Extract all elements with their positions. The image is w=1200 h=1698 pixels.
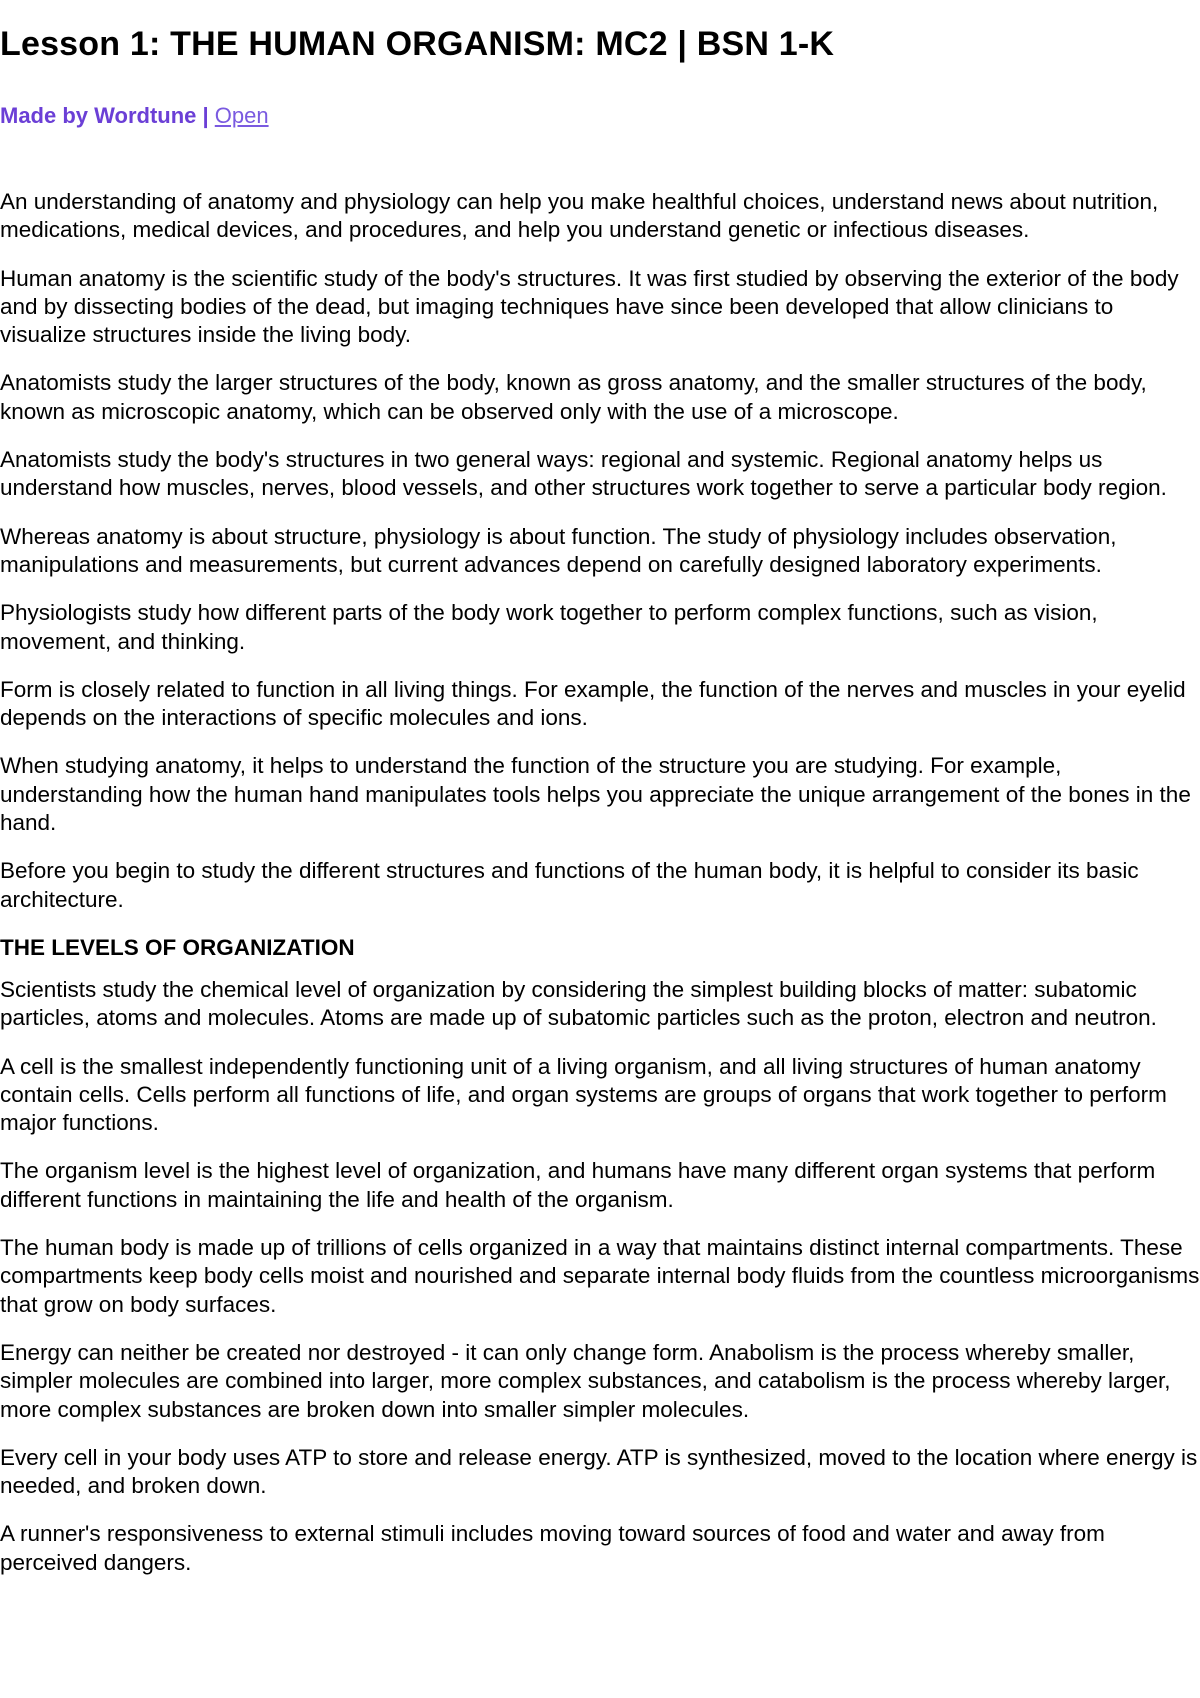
section-paragraph: Scientists study the chemical level of organization by considering the simplest building blocks of matter: subatomic particles, atoms and molecules. Atoms are made up of subatomic particles such as the proton, electron and neutron. [0, 976, 1157, 1031]
section-paragraph: A runner's responsiveness to external stimuli includes moving toward sources of food and water and away from perceived dangers. [0, 1521, 1105, 1575]
intro-paragraph: An understanding of anatomy and physiology can help you make healthful choices, understand news about nutrition, medications, medical devices, and procedures, and help you understand genetic or infectious diseases. [0, 189, 1159, 243]
intro-paragraph: When studying anatomy, it helps to understand the function of the structure you are studying. For example, understanding how the human hand manipulates tools helps you appreciate the unique arrangement of the bones in the hand. [0, 753, 1191, 836]
intro-paragraph: Form is closely related to function in all living things. For example, the function of the nerves and muscles in your eyelid depends on the interactions of specific molecules and ions. [0, 676, 1186, 731]
section-paragraph: The human body is made up of trillions of cells organized in a way that maintains distinct internal compartments. These compartments keep body cells moist and nourished and separate internal body fluids from the countless microorganisms that grow on body surfaces. [0, 1235, 1200, 1317]
section-heading: THE LEVELS OF ORGANIZATION [0, 934, 355, 960]
section-paragraph: Energy can neither be created nor destroyed - it can only change form. Anabolism is the process whereby smaller, simpler molecules are combined into larger, more complex substances, and catabolism is the process whereby larger, more complex substances are broken down into smaller simpler molecules. [0, 1339, 1171, 1422]
intro-paragraph: Anatomists study the body's structures in two general ways: regional and systemic. Regional anatomy helps us understand how muscles, nerves, blood vessels, and other structures work together to serve a particular body region. [0, 447, 1167, 501]
article-body [0, 188, 1200, 1577]
section-paragraph: Every cell in your body uses ATP to store and release energy. ATP is synthesized, moved to the location where energy is needed, and broken down. [0, 1444, 1198, 1499]
section-paragraph: The organism level is the highest level of organization, and humans have many different organ systems that perform different functions in maintaining the life and health of the organism. [0, 1158, 1156, 1212]
page-title: Lesson 1: THE HUMAN ORGANISM: MC2 | BSN 1-K [0, 25, 835, 63]
intro-paragraph: Whereas anatomy is about structure, physiology is about function. The study of physiology includes observation, manipulations and measurements, but current advances depend on carefully designed laboratory experiments. [0, 523, 1117, 577]
intro-paragraph: Physiologists study how different parts of the body work together to perform complex functions, such as vision, movement, and thinking. [0, 600, 1098, 654]
intro-paragraph: Human anatomy is the scientific study of the body's structures. It was first studied by observing the exterior of the body and by dissecting bodies of the dead, but imaging techniques have since been developed that allow clinicians to visualize structures inside the living body. [0, 265, 1179, 348]
section-paragraph: A cell is the smallest independently functioning unit of a living organism, and all living structures of human anatomy contain cells. Cells perform all functions of life, and organ systems are groups of organs that work together to perform major functions. [0, 1053, 1167, 1136]
byline-text: Made by Wordtune | [0, 103, 215, 128]
intro-paragraph: Before you begin to study the different structures and functions of the human body, it is helpful to consider its basic architecture. [0, 858, 1139, 912]
open-link[interactable]: Open [214, 103, 269, 128]
intro-paragraph: Anatomists study the larger structures of the body, known as gross anatomy, and the smaller structures of the body, known as microscopic anatomy, which can be observed only with the use of a microscope. [0, 370, 1147, 424]
byline [0, 102, 1200, 130]
